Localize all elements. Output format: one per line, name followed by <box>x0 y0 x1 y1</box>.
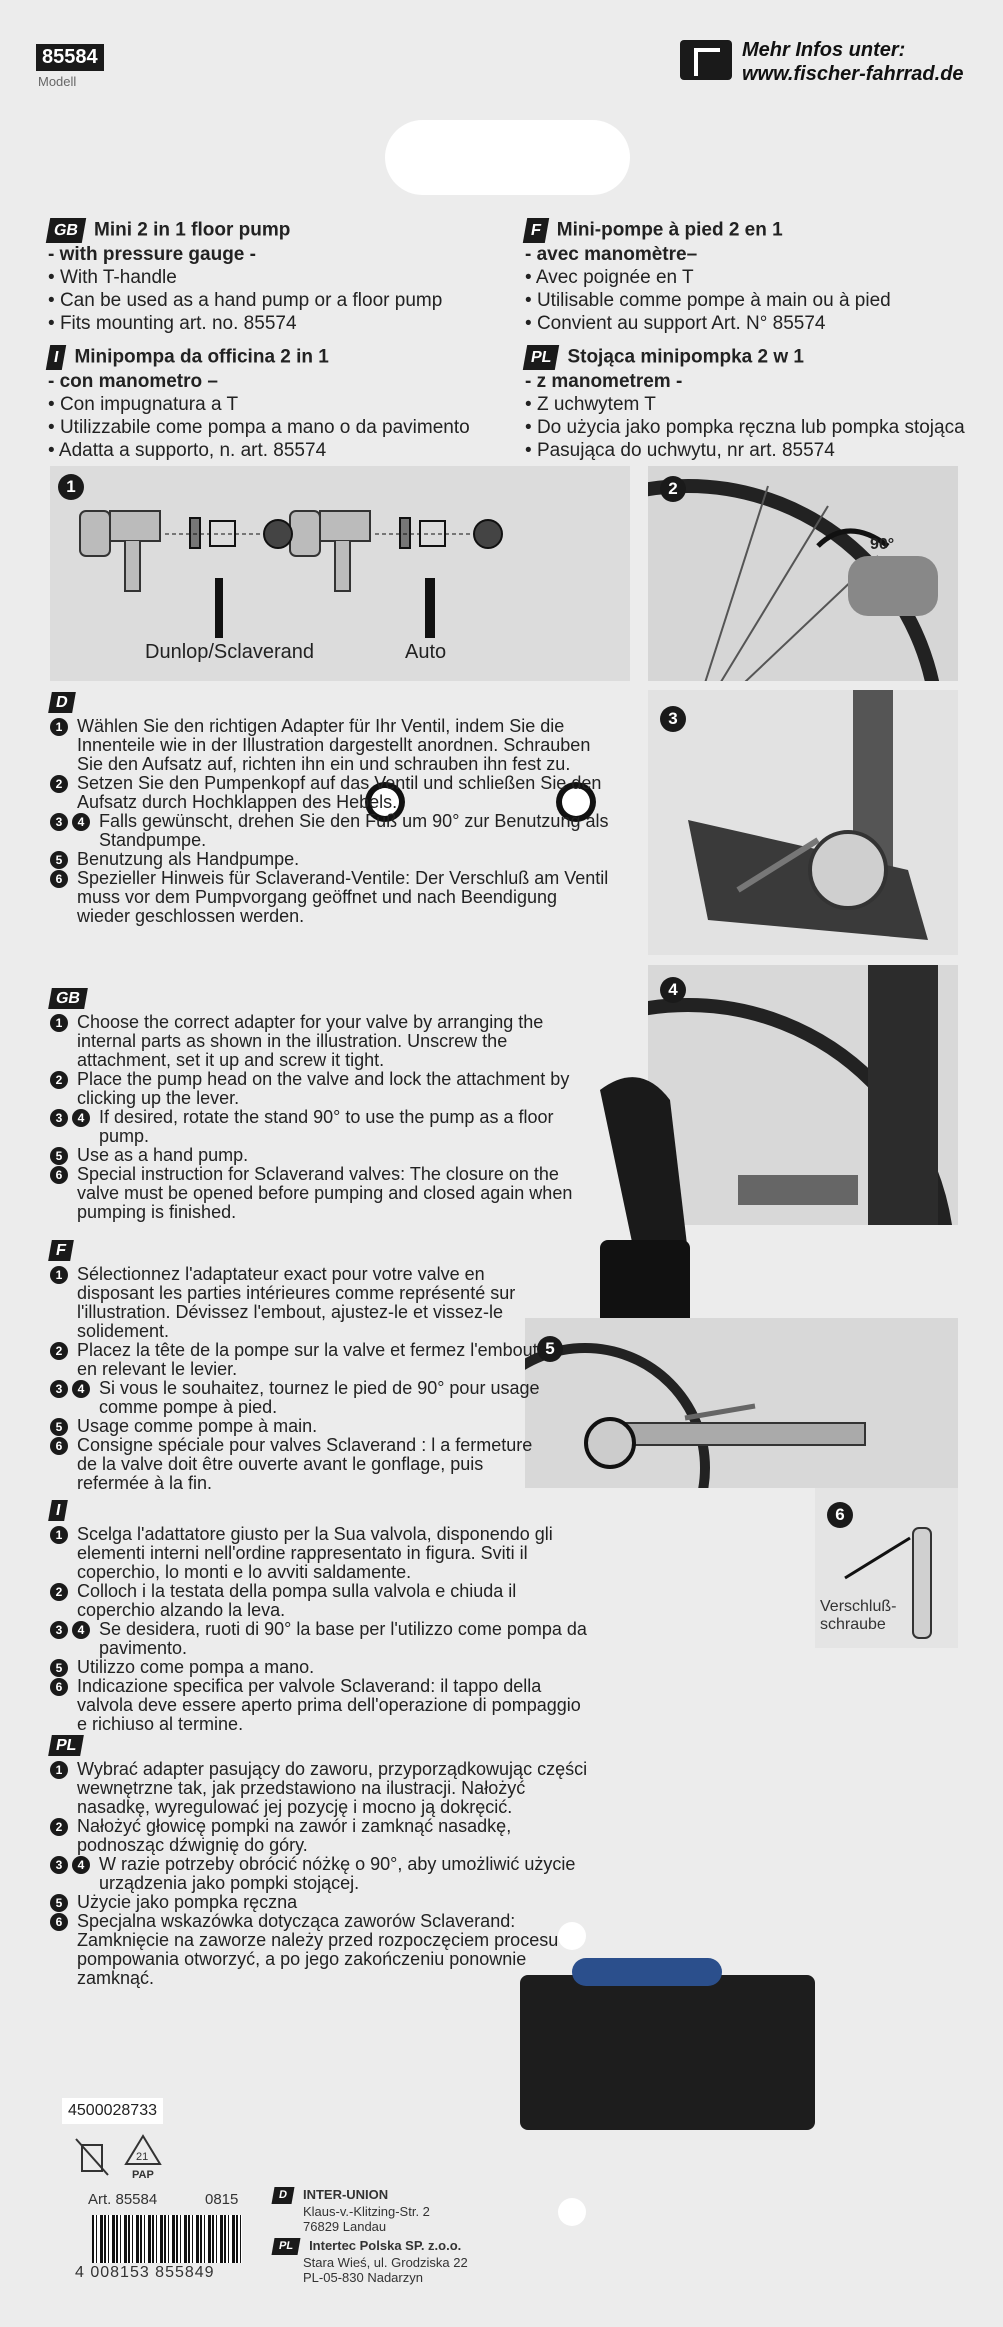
step-badge: 4 <box>72 1380 90 1398</box>
importer-d-tag: D <box>272 2187 295 2204</box>
recycle-label: PAP <box>132 2169 154 2181</box>
figure-1-label-dunlop: Dunlop/Sclaverand <box>145 641 314 663</box>
figure-1-number: 1 <box>58 474 84 500</box>
importer-pl-company: Intertec Polska SP. z.o.o. <box>309 2238 462 2253</box>
product-title-f: Mini-pompe à pied 2 en 1 <box>556 219 783 241</box>
product-gb <box>48 218 498 335</box>
step-badge: 3 <box>50 1109 68 1127</box>
step-badge: 3 <box>50 1621 68 1639</box>
instruction-f-1: Sélectionnez l'adaptateur exact pour votre valve en disposant les parties intérieures comme représenté sur l'illustration. Dévissez l'embout, ajustez-le et vissez-le solidement. <box>77 1264 516 1341</box>
instruction-f-2: Placez la tête de la pompe sur la valve et fermez l'embout en relevant le levier. <box>77 1340 538 1379</box>
product-title-gb: Mini 2 in 1 floor pump <box>94 219 291 241</box>
step-badge: 4 <box>72 813 90 831</box>
website-link[interactable]: www.fischer-fahrrad.de <box>742 63 964 85</box>
production-date: 0815 <box>205 2191 239 2208</box>
product-subtitle-gb: - with pressure gauge - <box>48 244 256 265</box>
instruction-i-6: Indicazione specifica per valvole Sclaverand: il tappo della valvola deve essere aperto prima dell'operazione di pompaggio e richiuso al termine. <box>77 1676 581 1734</box>
pump-base-product-image <box>520 1975 815 2130</box>
lang-tag-gb: GB <box>46 218 86 243</box>
step-badge: 6 <box>50 1166 68 1184</box>
feature-i-1: • Con impugnatura a T <box>48 393 508 416</box>
importer-pl <box>273 2238 468 2285</box>
step-badge: 6 <box>50 1437 68 1455</box>
importer-d-street: Klaus-v.-Klitzing-Str. 2 <box>303 2204 430 2220</box>
step-badge: 6 <box>50 870 68 888</box>
batch-code: 4500028733 <box>62 2098 163 2124</box>
figure-6-label-line-1: Verschluß- <box>820 1598 897 1615</box>
hanger-hole <box>385 120 630 195</box>
feature-pl-2: • Do użycia jako pompka ręczna lub pompka stojąca <box>525 416 985 439</box>
product-i <box>48 345 508 462</box>
instruction-pl-3: W razie potrzeby obrócić nóżkę o 90°, aby umożliwić użycie urządzenia jako pompki stojącej. <box>99 1854 576 1893</box>
instruction-f-5: Usage comme pompe à main. <box>77 1416 318 1436</box>
instruction-d-6: Spezieller Hinweis für Sclaverand-Ventile: Der Verschluß am Ventil muss vor dem Pumpvorgang geöffnet und nach Beendigung wieder geschlossen werden. <box>77 868 609 926</box>
step-badge: 2 <box>50 1583 68 1601</box>
step-badge: 1 <box>50 1761 68 1779</box>
importer-d-city: 76829 Landau <box>303 2219 387 2235</box>
model-number-badge: 85584 <box>36 44 104 71</box>
pump-gauge-ring <box>572 1958 722 1986</box>
figure-3-photo <box>648 690 958 955</box>
step-badge: 1 <box>50 1526 68 1544</box>
small-hole-bottom <box>558 2198 586 2226</box>
feature-pl-3: • Pasująca do uchwytu, nr art. 85574 <box>525 439 985 462</box>
instructions-i-tag: I <box>48 1500 68 1521</box>
barcode <box>92 2215 242 2263</box>
product-title-pl: Stojąca minipompka 2 w 1 <box>567 346 804 368</box>
instruction-pl-6: Specjalna wskazówka dotycząca zaworów Sclaverand: Zamknięcie na zaworze należy przed rozpoczęciem procesu pompowania otworzyć, a po jego zakończeniu ponownie zamknąć. <box>77 1911 559 1988</box>
step-badge: 1 <box>50 718 68 736</box>
importer-pl-tag: PL <box>272 2238 301 2255</box>
more-info <box>742 38 964 86</box>
step-badge: 4 <box>72 1856 90 1874</box>
figure-6-number: 6 <box>827 1502 853 1528</box>
lang-tag-pl: PL <box>523 345 560 370</box>
figure-1-adapter-diagram <box>50 466 630 681</box>
step-badge: 4 <box>72 1621 90 1639</box>
figure-3-number: 3 <box>660 706 686 732</box>
figure-6-label <box>820 1598 896 1634</box>
instruction-i-5: Utilizzo come pompa a mano. <box>77 1657 315 1677</box>
importer-pl-city: PL-05-830 Nadarzyn <box>303 2270 423 2286</box>
figure-5-photo <box>525 1318 958 1488</box>
step-badge: 2 <box>50 1342 68 1360</box>
lang-tag-f: F <box>523 218 549 243</box>
instruction-d-1: Wählen Sie den richtigen Adapter für Ihr Ventil, indem Sie die Innenteile wie in der Illustration dargestellt anordnen. Schrauben Sie den Aufsatz auf, richten ihn ein und schrauben ihn fest zu. <box>77 716 591 774</box>
feature-f-1: • Avec poignée en T <box>525 266 985 289</box>
feature-pl-1: • Z uchwytem T <box>525 393 985 416</box>
barcode-digits: 4 008153 855849 <box>75 2264 215 2281</box>
step-badge: 1 <box>50 1266 68 1284</box>
importer-d <box>273 2187 430 2234</box>
recycle-number: 21 <box>136 2151 149 2163</box>
pump-head-diagram <box>50 466 630 681</box>
more-info-label: Mehr Infos unter: <box>742 39 906 61</box>
pump-foot-illustration <box>648 690 958 955</box>
instruction-gb-6: Special instruction for Sclaverand valves: The closure on the valve must be opened before pumping and closed again when pumping is finished. <box>77 1164 573 1222</box>
figure-6-valve <box>815 1488 958 1648</box>
step-badge: 6 <box>50 1678 68 1696</box>
step-badge: 6 <box>50 1913 68 1931</box>
instruction-pl-1: Wybrać adapter pasujący do zaworu, przyporządkowując części wewnętrzne tak, jak przedstawiono na ilustracji. Nałożyć nasadkę, wyregulować jej pozycję i mocno ją dokręcić. <box>77 1759 588 1817</box>
feature-i-3: • Adatta a supporto, n. art. 85574 <box>48 439 508 462</box>
instructions-d <box>50 692 610 926</box>
pump-product-image <box>560 1070 760 1340</box>
instruction-pl-2: Nałożyć głowicę pompki na zawór i zamknąć nasadkę, podnosząc dźwignię do góry. <box>77 1816 512 1855</box>
instruction-d-5: Benutzung als Handpumpe. <box>77 849 300 869</box>
instruction-d-3: Falls gewünscht, drehen Sie den Fuß um 90° zur Benutzung als Standpumpe. <box>99 811 609 850</box>
instruction-gb-5: Use as a hand pump. <box>77 1145 249 1165</box>
lang-tag-i: I <box>46 345 67 370</box>
figure-2-number: 2 <box>660 476 686 502</box>
instructions-pl <box>50 1735 590 1988</box>
feature-f-2: • Utilisable comme pompe à main ou à pied <box>525 289 985 312</box>
figure-1-label-auto: Auto <box>405 641 447 663</box>
step-badge: 5 <box>50 1147 68 1165</box>
importer-d-company: INTER-UNION <box>302 2187 389 2202</box>
product-subtitle-i: - con manometro – <box>48 371 218 392</box>
fischer-logo <box>680 40 732 80</box>
product-title-i: Minipompa da officina 2 in 1 <box>74 346 329 368</box>
step-badge: 2 <box>50 1071 68 1089</box>
instruction-gb-3: If desired, rotate the stand 90° to use the pump as a floor pump. <box>99 1107 554 1146</box>
feature-f-3: • Convient au support Art. N° 85574 <box>525 312 985 335</box>
step-badge: 3 <box>50 813 68 831</box>
instructions-pl-tag: PL <box>48 1735 84 1756</box>
instruction-f-3: Si vous le souhaitez, tournez le pied de 90° pour usage comme pompe à pied. <box>99 1378 540 1417</box>
instructions-i <box>50 1500 590 1734</box>
feature-gb-2: • Can be used as a hand pump or a floor pump <box>48 289 498 312</box>
step-badge: 5 <box>50 1894 68 1912</box>
article-number: Art. 85584 <box>88 2191 158 2208</box>
model-label: Modell <box>38 74 77 89</box>
step-badge: 3 <box>50 1856 68 1874</box>
instruction-i-1: Scelga l'adattatore giusto per la Sua valvola, disponendo gli elementi interni nell'ordine rappresentato in figura. Sviti il coperchio, lo monti e lo avviti saldamente. <box>77 1524 553 1582</box>
instruction-i-2: Colloch i la testata della pompa sulla valvola e chiuda il coperchio alzando la leva. <box>77 1581 517 1620</box>
feature-gb-1: • With T-handle <box>48 266 498 289</box>
step-badge: 1 <box>50 1014 68 1032</box>
step-badge: 2 <box>50 775 68 793</box>
hand-pump-use-illustration <box>525 1318 958 1488</box>
instructions-gb-tag: GB <box>48 988 88 1009</box>
product-subtitle-pl: - z manometrem - <box>525 371 683 392</box>
product-f <box>525 218 985 335</box>
instruction-i-3: Se desidera, ruoti di 90° la base per l'utilizzo come pompa da pavimento. <box>99 1619 587 1658</box>
feature-i-2: • Utilizzabile come pompa a mano o da pavimento <box>48 416 508 439</box>
step-badge: 5 <box>50 1659 68 1677</box>
step-badge: 5 <box>50 1418 68 1436</box>
instructions-gb <box>50 988 590 1222</box>
figure-2-angle: 90° <box>870 536 895 553</box>
step-badge: 5 <box>50 851 68 869</box>
product-subtitle-f: - avec manomètre– <box>525 244 698 265</box>
instructions-d-tag: D <box>48 692 75 713</box>
step-badge: 2 <box>50 1818 68 1836</box>
small-hole-top <box>558 1922 586 1950</box>
instructions-f <box>50 1240 550 1493</box>
instruction-f-6: Consigne spéciale pour valves Sclaverand : l a fermeture de la valve doit être ouverte avant le gonflage, puis refermée à la fin. <box>77 1435 533 1493</box>
figure-6-label-line-2: schraube <box>820 1616 886 1633</box>
instruction-pl-5: Użycie jako pompka ręczna <box>77 1892 298 1912</box>
figure-4-number: 4 <box>660 977 686 1003</box>
figure-2-photo <box>648 466 958 681</box>
product-pl <box>525 345 985 462</box>
step-badge: 3 <box>50 1380 68 1398</box>
wheel-illustration <box>648 466 958 681</box>
instruction-gb-2: Place the pump head on the valve and lock the attachment by clicking up the lever. <box>77 1069 570 1108</box>
figure-5-number: 5 <box>537 1336 563 1362</box>
importer-pl-street: Stara Wieś, ul. Grodziska 22 <box>303 2255 468 2271</box>
feature-gb-3: • Fits mounting art. no. 85574 <box>48 312 498 335</box>
step-badge: 4 <box>72 1109 90 1127</box>
trash-bin-icon <box>72 2135 112 2177</box>
instruction-gb-1: Choose the correct adapter for your valve by arranging the internal parts as shown in the illustration. Unscrew the attachment, set it up and screw it tight. <box>77 1012 544 1070</box>
instructions-f-tag: F <box>48 1240 73 1261</box>
instruction-d-2: Setzen Sie den Pumpenkopf auf das Ventil und schließen Sie den Aufsatz durch Hochklappen des Hebels. <box>77 773 602 812</box>
